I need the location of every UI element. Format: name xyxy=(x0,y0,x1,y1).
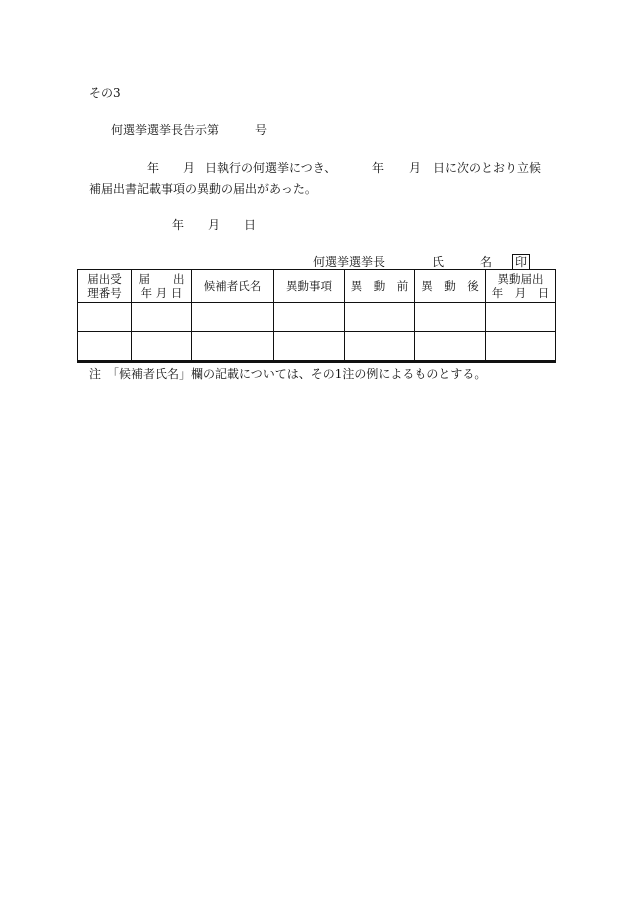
body-notice-text: 日に次のとおり立候 xyxy=(433,161,542,175)
table-cell[interactable] xyxy=(192,332,274,362)
body-month-1: 月 xyxy=(183,161,196,175)
date-year: 年 xyxy=(172,218,185,232)
section-label: その3 xyxy=(89,86,121,100)
change-notification-table xyxy=(77,269,556,363)
table-cell[interactable] xyxy=(345,303,415,332)
body-year-2: 年 xyxy=(372,161,385,175)
date-day: 日 xyxy=(244,218,257,232)
date-line xyxy=(0,219,630,233)
signature-name-label-1: 氏 xyxy=(432,255,445,269)
table-row xyxy=(78,303,556,332)
table-cell[interactable] xyxy=(132,332,192,362)
seal-stamp: 印 xyxy=(512,254,530,270)
header-change-item: 異動事項 xyxy=(274,270,345,303)
header-candidate-name: 候補者氏名 xyxy=(192,270,274,303)
body-election-text: 日執行の何選挙につき、 xyxy=(205,161,337,175)
header-change-filing-date: 異動届出 年 月 日 xyxy=(486,270,556,303)
table-cell[interactable] xyxy=(192,303,274,332)
notice-body-line-1 xyxy=(0,162,630,176)
table-cell[interactable] xyxy=(274,332,345,362)
notice-body-line-2: 補届出書記載事項の異動の届出があった。 xyxy=(89,182,317,196)
header-filing-date: 届 出 年 月 日 xyxy=(132,270,192,303)
table-row xyxy=(78,332,556,362)
date-month: 月 xyxy=(208,218,221,232)
table-cell[interactable] xyxy=(274,303,345,332)
header-receipt-number: 届出受 理番号 xyxy=(78,270,132,303)
table-cell[interactable] xyxy=(78,332,132,362)
signature-line xyxy=(0,254,630,270)
table-cell[interactable] xyxy=(78,303,132,332)
table-cell[interactable] xyxy=(486,332,556,362)
signature-office: 何選挙選挙長 xyxy=(313,255,386,269)
table-cell[interactable] xyxy=(415,303,486,332)
table-header-row xyxy=(78,270,556,303)
footnote: 注 「候補者氏名」欄の記載については、その1注の例によるものとする。 xyxy=(89,367,487,381)
signature-name-label-2: 名 xyxy=(480,255,493,269)
table-cell[interactable] xyxy=(132,303,192,332)
header-after-change: 異 動 後 xyxy=(415,270,486,303)
table-cell[interactable] xyxy=(345,332,415,362)
body-month-2: 月 xyxy=(409,161,422,175)
body-year-1: 年 xyxy=(147,161,160,175)
notice-title: 何選挙選挙長告示第 号 xyxy=(111,123,268,137)
table-cell[interactable] xyxy=(415,332,486,362)
header-before-change: 異 動 前 xyxy=(345,270,415,303)
table-cell[interactable] xyxy=(486,303,556,332)
